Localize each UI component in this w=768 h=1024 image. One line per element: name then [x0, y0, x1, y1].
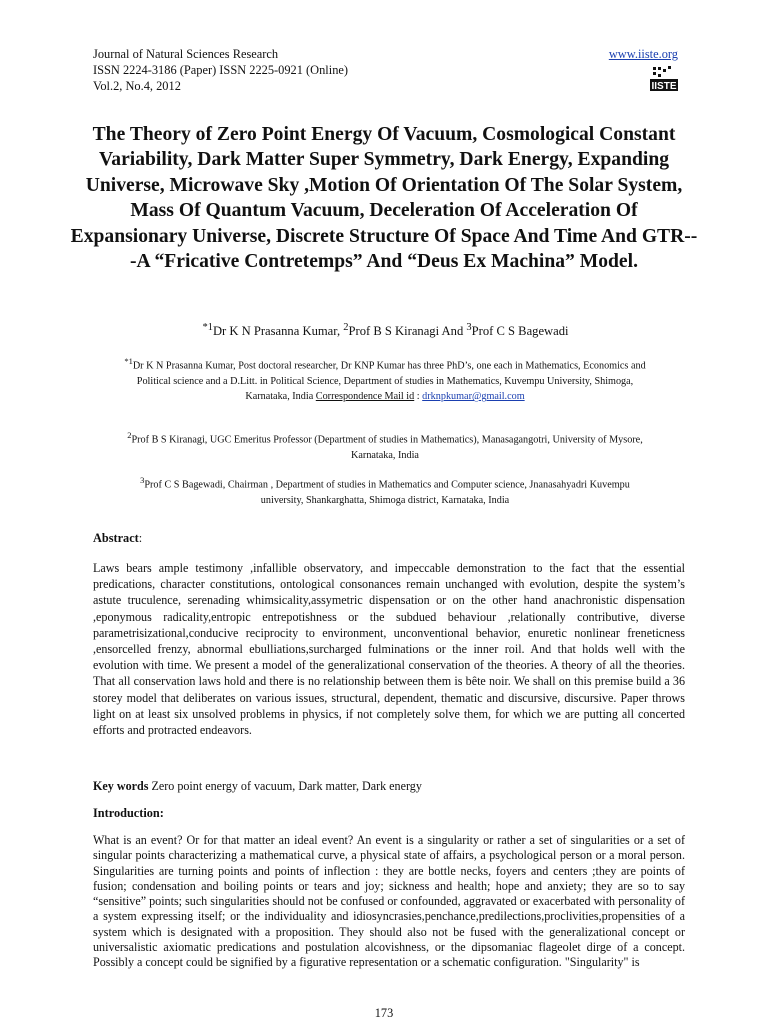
author-list: [93, 322, 678, 339]
journal-volume: Vol.2, No.4, 2012: [93, 79, 181, 93]
affiliation-1-superscript: *1: [124, 356, 133, 366]
abstract-heading-colon: :: [138, 531, 143, 545]
journal-header: [93, 46, 678, 94]
affiliation-1-text: Dr K N Prasanna Kumar, Post doctoral researcher, Dr KNP Kumar has three PhD’s, one each in Mathematics, Economics and Political science and a D.Litt. in Political Science, Department of studies in Mathematics, Kuvempu University, Shimoga, Karnataka, India: [132, 360, 646, 403]
page-number: 173: [374, 1006, 394, 1020]
author-3: Prof C S Bagewadi: [471, 324, 569, 339]
affiliation-2-text: Prof B S Kiranagi, UGC Emeritus Professor (Department of studies in Mathematics), Manasagangotri, University of Mysore, Karnataka, India: [131, 434, 643, 461]
affiliation-2-superscript: 2: [127, 430, 132, 440]
keywords-label: Key words: [93, 779, 149, 793]
introduction-body: What is an event? Or for that matter an ideal event? An event is a singularity or rather a set of singularities or a set of singular points characterizing a mathematical curve, a physical state of affairs, a psychological person or a moral person. Singularities are turning points and points of inflection : they are bottle necks, foyers and centers ;they are points of fusion; condensation and boiling points or tears and joy; sickness and health; hope and anxiety; they are so to say “sensitive” points; such singularities should not be confused or confounded, aggravated or exacerbated with personality of a system expressing itself; or the individuality and idiosyncrasies,penchance,predilections,proclivities,propensities of a system which is designated with a proposition. They should also not be fused with the generalizational concept or universalistic axiomatic predications and postulation alcovishness, or the dipsomaniac flageolet dirge of a concept. Possibly a concept could be signified by a figurative representation or a schematic configuration. "Singularity" is: [93, 833, 685, 970]
keywords-line: [93, 778, 685, 794]
correspondence-separator: :: [414, 391, 423, 403]
abstract-body: Laws bears ample testimony ,infallible observatory, and impeccable demonstration to the fact that the essential predications, character constitutions, ontological consonances remain unchanged with evolution, despite the system’s astute truculence, serenading whimsicality,assymetric dispensation or on the other hand anachronistic dispensation ,eponymous radicality,entropic entrepotishness or the subdued behaviour ,relationally contributive, diverse parametrisizational,conducive reciprocity to environment, unconventional behavior, enuretic nonlinear freneticness ,ensorcelled frenzy, abnormal ebulliations,surcharged fulminations or the inner roil. And that holds well with the evolution with time. We present a model of the generalizational conservation of the theories. A theory of all the theories. That all conservation laws hold and there is no relationship between them is bête noir. We shall on this premise build a 36 storey model that deliberates on various issues, structural, dependent, thematic and discursive, discursive. Paper throws light on at least six unsolved problems in physics, if not completely solve them, for which we are putting all concerted efforts and protracted endeavors.: [93, 561, 685, 738]
introduction-heading: Introduction:: [93, 806, 164, 820]
journal-name: Journal of Natural Sciences Research: [93, 47, 279, 61]
logo-text: IISTE: [651, 81, 677, 91]
author-2: Prof B S Kiranagi And: [348, 324, 467, 339]
abstract-heading-text: Abstract: [93, 531, 139, 545]
keywords-text: Zero point energy of vacuum, Dark matter, Dark energy: [148, 779, 422, 793]
abstract-heading: [93, 531, 142, 546]
affiliation-2: [120, 428, 650, 463]
affiliation-1: [120, 354, 650, 405]
affiliation-3-text: Prof C S Bagewadi, Chairman , Department of studies in Mathematics and Computer science, Jnanasahyadri Kuvempu university, Shankarghatta, Shimoga district, Karnataka, India: [144, 479, 630, 506]
journal-issn: ISSN 2224-3186 (Paper) ISSN 2225-0921 (Online): [93, 63, 349, 77]
author-2-superscript: 2: [343, 322, 349, 333]
paper-title: The Theory of Zero Point Energy Of Vacuum, Cosmological Constant Variability, Dark Matter Super Symmetry, Dark Energy, Expanding Universe, Microwave Sky ,Motion Of Orientation Of The Solar System, Mass Of Quantum Vacuum, Deceleration Of Acceleration Of Expansionary Universe, Discrete Structure Of Space And Time And GTR---A “Fricative Contretemps” And “Deus Ex Machina” Model.: [70, 124, 698, 273]
website-link[interactable]: www.iiste.org: [608, 47, 678, 61]
affiliation-3-superscript: 3: [140, 475, 145, 485]
author-1: Dr K N Prasanna Kumar,: [212, 324, 344, 339]
author-1-superscript: *1: [202, 322, 213, 333]
correspondence-email-link[interactable]: drknpkumar@gmail.com: [422, 391, 525, 403]
author-3-superscript: 3: [466, 322, 472, 333]
iiste-logo: [650, 65, 678, 91]
correspondence-label: Correspondence Mail id: [315, 391, 415, 403]
affiliation-3: [120, 473, 650, 508]
